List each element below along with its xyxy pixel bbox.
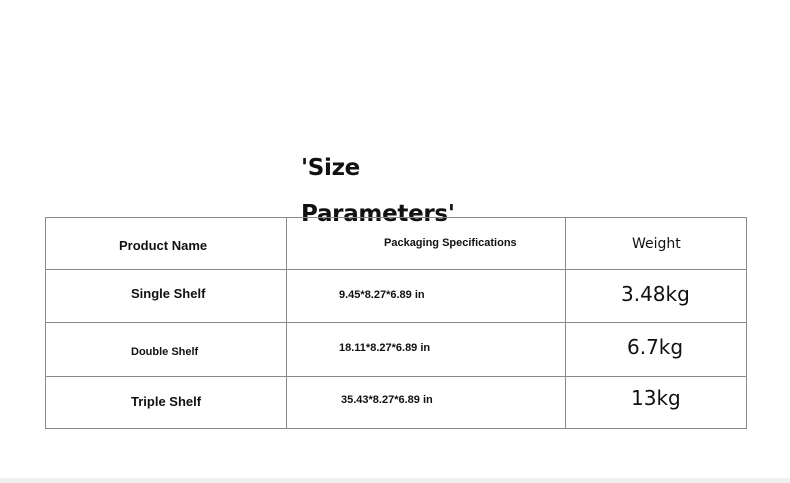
header-cell-packaging xyxy=(287,218,566,270)
table-header-row xyxy=(46,218,747,270)
cell-product-name xyxy=(46,270,287,323)
weight-value: 6.7kg xyxy=(627,335,684,359)
table-row xyxy=(46,323,747,377)
header-product-name: Product Name xyxy=(119,238,208,253)
cell-packaging xyxy=(287,270,566,323)
cell-weight xyxy=(566,323,747,377)
cell-product-name xyxy=(46,323,287,377)
cell-packaging xyxy=(287,323,566,377)
title-line-2: Parameters' xyxy=(301,201,455,227)
weight-value: 3.48kg xyxy=(621,282,690,306)
title-line-1: 'Size xyxy=(301,155,360,181)
table-row xyxy=(46,270,747,323)
size-parameters-table xyxy=(45,217,747,429)
header-cell-weight xyxy=(566,218,747,270)
bottom-divider xyxy=(0,478,790,483)
packaging-spec: 9.45*8.27*6.89 in xyxy=(339,289,425,301)
weight-value: 13kg xyxy=(631,386,681,410)
cell-product-name xyxy=(46,377,287,429)
product-name: Double Shelf xyxy=(131,346,199,358)
table-row xyxy=(46,377,747,429)
cell-packaging xyxy=(287,377,566,429)
packaging-spec: 18.11*8.27*6.89 in xyxy=(339,342,431,354)
product-name: Triple Shelf xyxy=(131,394,202,409)
product-name: Single Shelf xyxy=(131,286,206,301)
cell-weight xyxy=(566,377,747,429)
header-cell-product-name xyxy=(46,218,287,270)
cell-weight xyxy=(566,270,747,323)
packaging-spec: 35.43*8.27*6.89 in xyxy=(341,394,433,406)
header-packaging-specifications: Packaging Specifications xyxy=(384,237,517,249)
header-weight: Weight xyxy=(632,236,681,252)
